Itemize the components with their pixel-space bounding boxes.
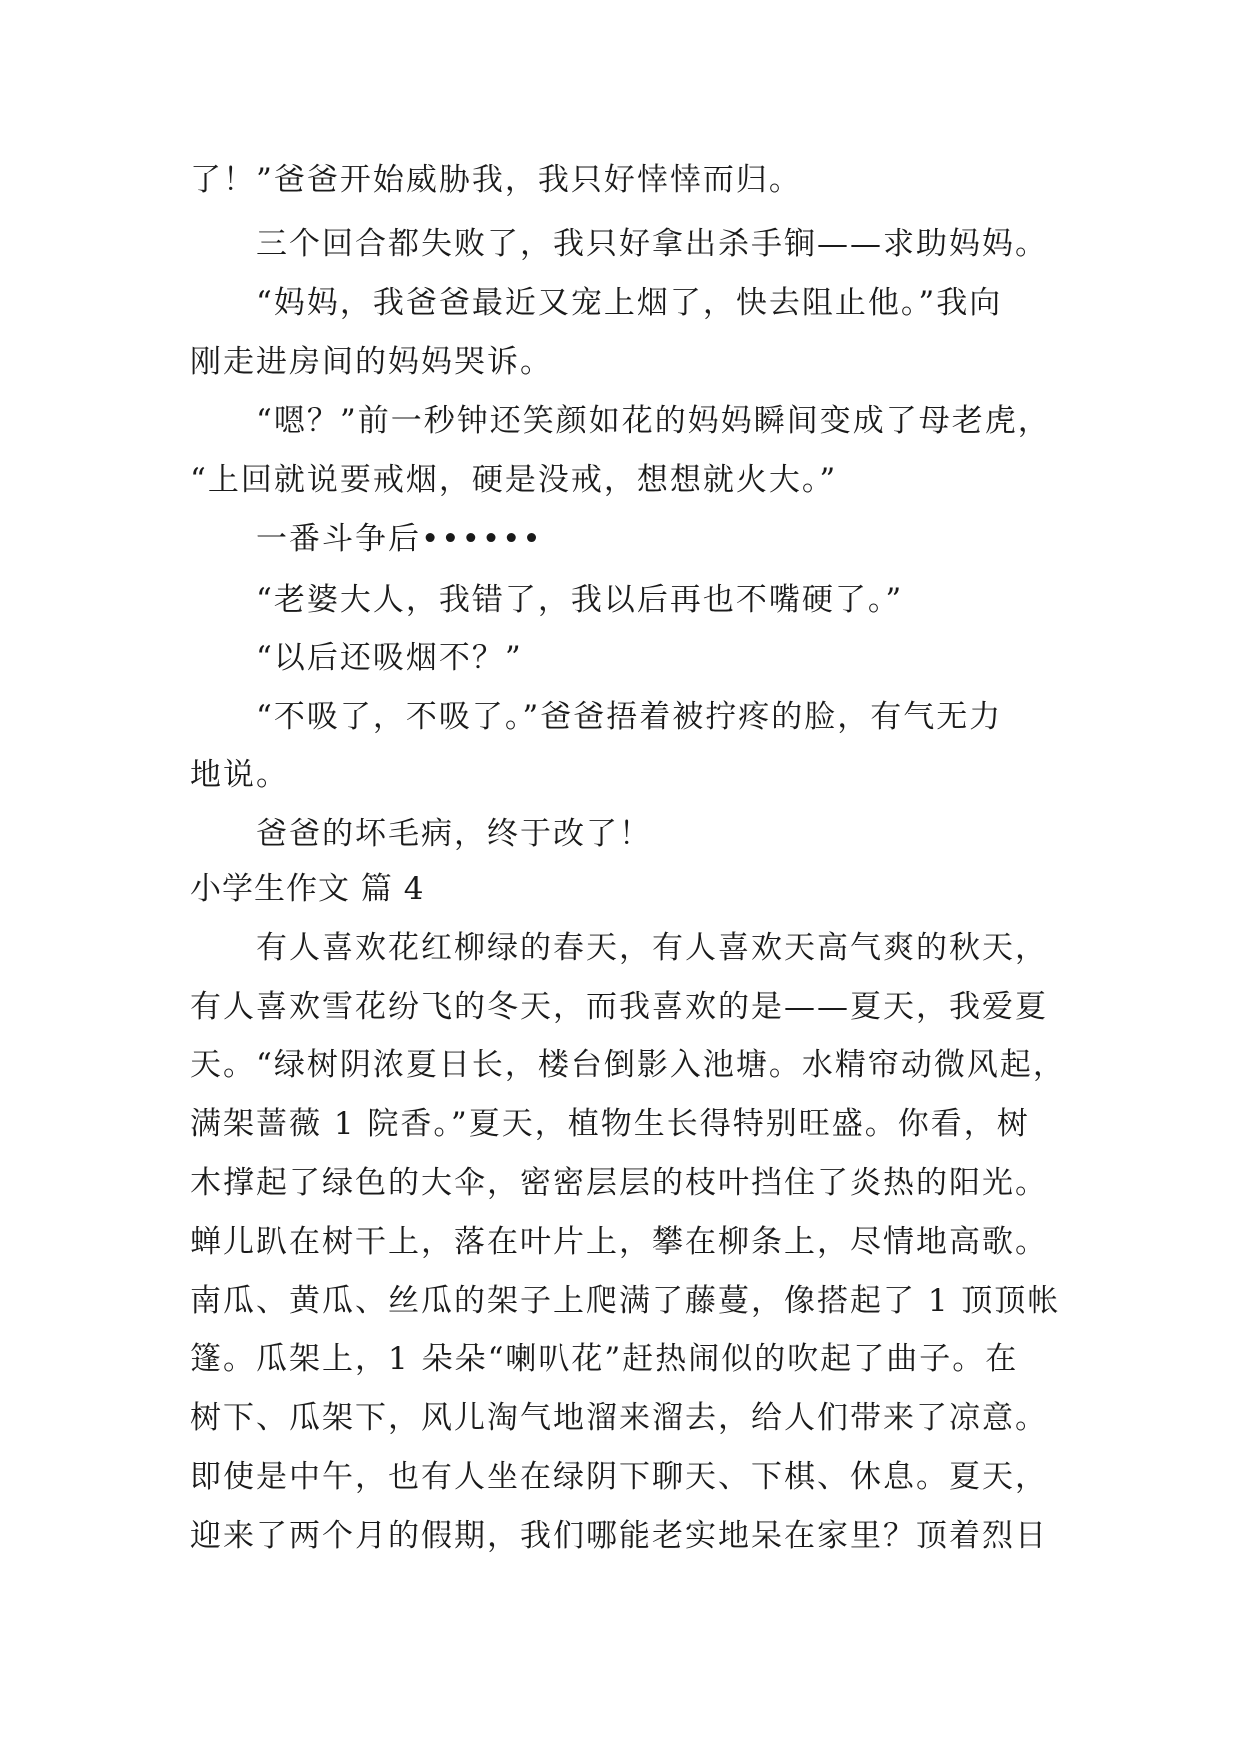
text-line-3: “妈妈，我爸爸最近又宠上烟了，快去阻止他。”我向 bbox=[256, 285, 1003, 321]
text-line-15: 有人喜欢雪花纷飞的冬天，而我喜欢的是——夏天，我爱夏 bbox=[190, 989, 1048, 1025]
text-line-1: 了！”爸爸开始威胁我，我只好悻悻而归。 bbox=[190, 162, 802, 198]
text-line-17: 满架蔷薇 1 院香。”夏天，植物生长得特别旺盛。你看，树 bbox=[190, 1106, 1030, 1142]
text-line-7: 一番斗争后•••••• bbox=[256, 521, 543, 557]
text-line-18: 木撑起了绿色的大伞，密密层层的枝叶挡住了炎热的阳光。 bbox=[190, 1165, 1048, 1201]
text-line-9: “以后还吸烟不？” bbox=[256, 640, 523, 676]
text-line-22: 树下、瓜架下，风儿淘气地溜来溜去，给人们带来了凉意。 bbox=[190, 1400, 1048, 1436]
text-line-11: 地说。 bbox=[190, 757, 289, 793]
text-line-14: 有人喜欢花红柳绿的春天，有人喜欢天高气爽的秋天， bbox=[256, 930, 1048, 966]
text-line-10: “不吸了，不吸了。”爸爸捂着被拧疼的脸，有气无力 bbox=[256, 699, 1003, 735]
text-line-4: 刚走进房间的妈妈哭诉。 bbox=[190, 344, 553, 380]
text-line-16: 天。“绿树阴浓夏日长，楼台倒影入池塘。水精帘动微风起， bbox=[190, 1047, 1066, 1083]
text-line-2: 三个回合都失败了，我只好拿出杀手锏——求助妈妈。 bbox=[256, 226, 1048, 262]
section-heading: 小学生作文 篇 4 bbox=[190, 871, 425, 907]
text-line-19: 蝉儿趴在树干上，落在叶片上，攀在柳条上，尽情地高歌。 bbox=[190, 1224, 1048, 1260]
text-line-20: 南瓜、黄瓜、丝瓜的架子上爬满了藤蔓，像搭起了 1 顶顶帐 bbox=[190, 1283, 1061, 1319]
text-line-24: 迎来了两个月的假期，我们哪能老实地呆在家里？顶着烈日 bbox=[190, 1518, 1048, 1554]
text-line-12: 爸爸的坏毛病，终于改了！ bbox=[256, 816, 652, 852]
text-line-21: 篷。瓜架上，1 朵朵“喇叭花”赶热闹似的吹起了曲子。在 bbox=[190, 1341, 1019, 1377]
text-line-5: “嗯？”前一秒钟还笑颜如花的妈妈瞬间变成了母老虎， bbox=[256, 403, 1051, 439]
text-line-8: “老婆大人，我错了，我以后再也不嘴硬了。” bbox=[256, 582, 904, 618]
text-line-23: 即使是中午，也有人坐在绿阴下聊天、下棋、休息。夏天， bbox=[190, 1459, 1048, 1495]
text-line-6: “上回就说要戒烟，硬是没戒，想想就火大。” bbox=[190, 462, 838, 498]
